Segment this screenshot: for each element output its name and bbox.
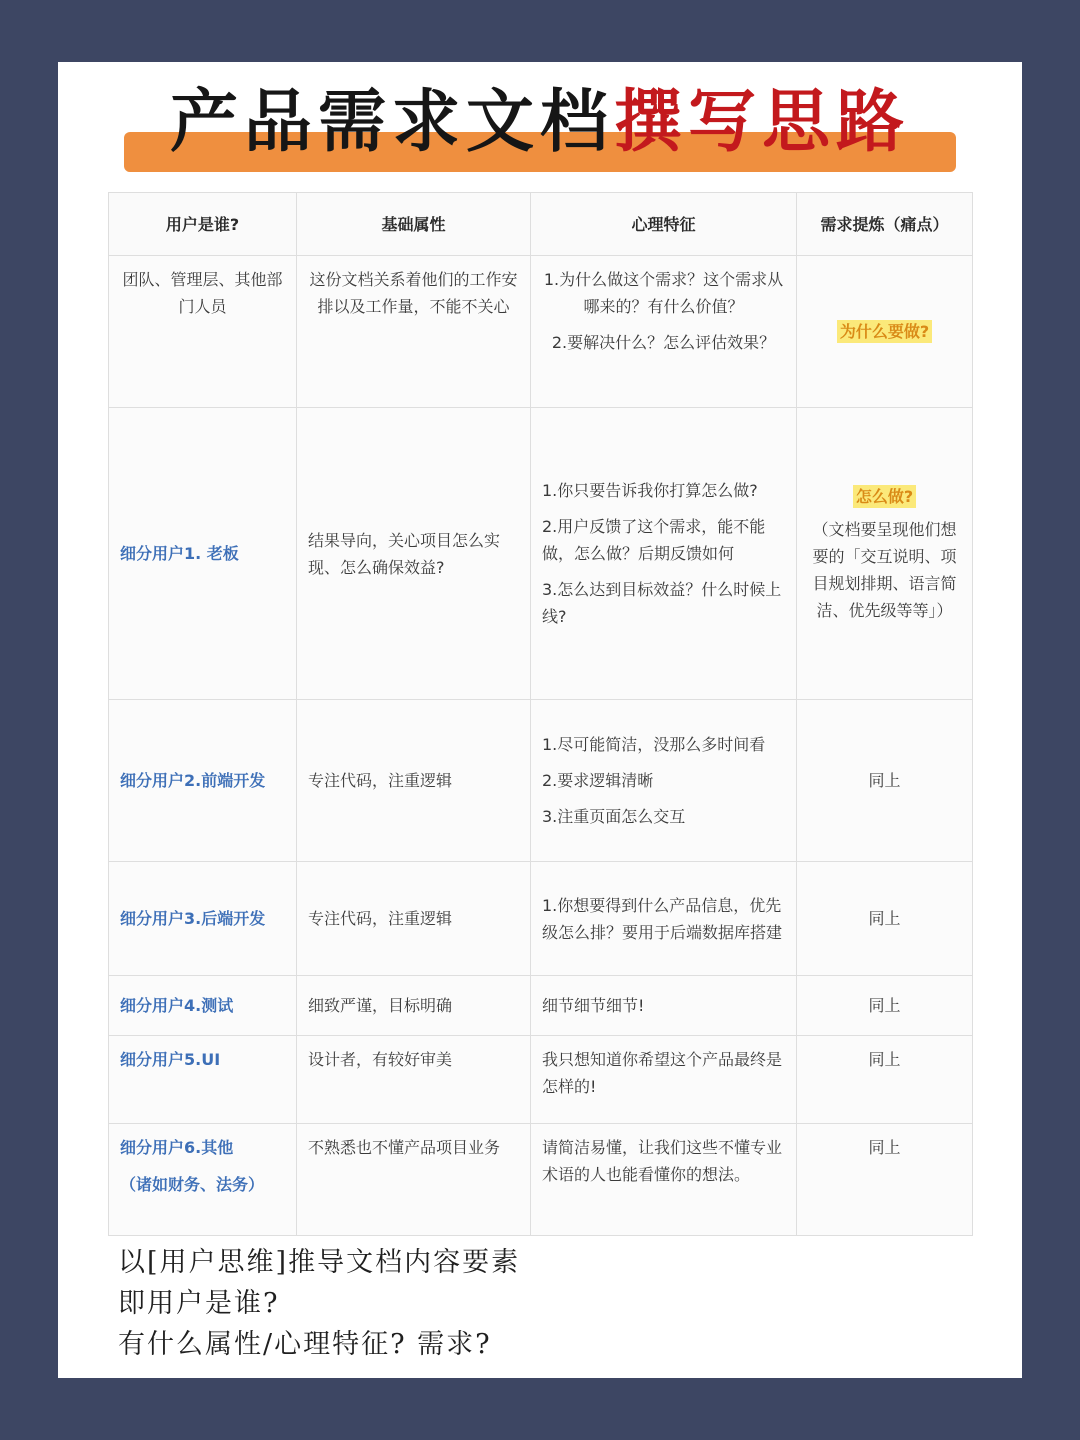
psych-line: 1.你只要告诉我你打算怎么做? xyxy=(542,481,758,500)
table-row xyxy=(109,862,973,976)
header-user: 用户是谁? xyxy=(109,193,297,256)
psych-line: 细节细节细节! xyxy=(542,996,645,1015)
cell-attr: 专注代码，注重逻辑 xyxy=(297,862,531,976)
cell-user: 团队、管理层、其他部门人员 xyxy=(109,256,297,408)
title-black-part: 产品需求文档 xyxy=(169,82,614,162)
header-attr: 基础属性 xyxy=(297,193,531,256)
cell-pain: 同上 xyxy=(797,1124,973,1236)
cell-attr: 细致严谨，目标明确 xyxy=(297,976,531,1036)
table-row xyxy=(109,976,973,1036)
table-row xyxy=(109,1124,973,1236)
cell-psych xyxy=(531,700,797,862)
cell-psych xyxy=(531,256,797,408)
cell-attr: 专注代码，注重逻辑 xyxy=(297,700,531,862)
psych-line: 请简洁易懂，让我们这些不懂专业术语的人也能看懂你的想法。 xyxy=(542,1138,783,1184)
cell-attr: 不熟悉也不懂产品项目业务 xyxy=(297,1124,531,1236)
pain-text: （文档要呈现他们想要的「交互说明、项目规划排期、语言简洁、优先级等等」） xyxy=(812,520,957,620)
psych-line: 1.你想要得到什么产品信息，优先级怎么排？要用于后端数据库搭建 xyxy=(542,895,783,942)
title-red-part: 撰写思路 xyxy=(614,82,911,162)
cell-psych xyxy=(531,408,797,700)
footer-line: 以[用户思维]推导文档内容要素 xyxy=(118,1247,521,1278)
table-row xyxy=(109,256,973,408)
psych-line: 1.尽可能简洁，没那么多时间看 xyxy=(542,735,766,754)
cell-psych xyxy=(531,1036,797,1124)
cell-user: 细分用户5.UI xyxy=(109,1036,297,1124)
pain-highlight: 怎么做? xyxy=(853,485,916,508)
cell-pain: 同上 xyxy=(797,1036,973,1124)
requirements-table xyxy=(108,192,973,1236)
footer-line: 有什么属性/心理特征? 需求? xyxy=(118,1329,492,1360)
table-row xyxy=(109,700,973,862)
cell-pain xyxy=(797,408,973,700)
psych-line: 2.要解决什么？怎么评估效果？ xyxy=(551,333,776,352)
pain-highlight: 为什么要做? xyxy=(837,320,932,343)
psych-line: 1.为什么做这个需求？这个需求从哪来的？有什么价值？ xyxy=(543,270,784,316)
table-row xyxy=(109,408,973,700)
psych-line: 2.要求逻辑清晰 xyxy=(542,771,654,790)
psych-line: 3.怎么达到目标效益？什么时候上线? xyxy=(542,580,782,626)
content-card xyxy=(58,62,1022,1378)
cell-psych xyxy=(531,1124,797,1236)
cell-user: 细分用户2.前端开发 xyxy=(109,700,297,862)
footer-notes xyxy=(118,1242,520,1365)
cell-psych xyxy=(531,862,797,976)
psych-line: 我只想知道你希望这个产品最终是怎样的! xyxy=(542,1050,783,1096)
footer-line: 即用户是谁? xyxy=(118,1288,280,1319)
psych-line: 2.用户反馈了这个需求，能不能做，怎么做？后期反馈如何 xyxy=(542,517,766,563)
user-note: （诸如财务、法务） xyxy=(120,1175,265,1194)
cell-user: 细分用户3.后端开发 xyxy=(109,862,297,976)
cell-attr: 设计者，有较好审美 xyxy=(297,1036,531,1124)
header-pain: 需求提炼（痛点） xyxy=(797,193,973,256)
psych-line: 3.注重页面怎么交互 xyxy=(542,807,686,826)
title-area xyxy=(58,62,1022,182)
page-title xyxy=(58,82,1022,162)
cell-psych xyxy=(531,976,797,1036)
header-psych: 心理特征 xyxy=(531,193,797,256)
cell-user xyxy=(109,1124,297,1236)
table-row xyxy=(109,1036,973,1124)
cell-user: 细分用户1. 老板 xyxy=(109,408,297,700)
cell-pain: 同上 xyxy=(797,700,973,862)
cell-attr: 结果导向，关心项目怎么实现、怎么确保效益? xyxy=(297,408,531,700)
user-label: 细分用户6.其他 xyxy=(120,1138,234,1157)
cell-user: 细分用户4.测试 xyxy=(109,976,297,1036)
cell-pain xyxy=(797,256,973,408)
cell-pain: 同上 xyxy=(797,862,973,976)
cell-attr: 这份文档关系着他们的工作安排以及工作量，不能不关心 xyxy=(297,256,531,408)
cell-pain: 同上 xyxy=(797,976,973,1036)
table-header-row xyxy=(109,193,973,256)
